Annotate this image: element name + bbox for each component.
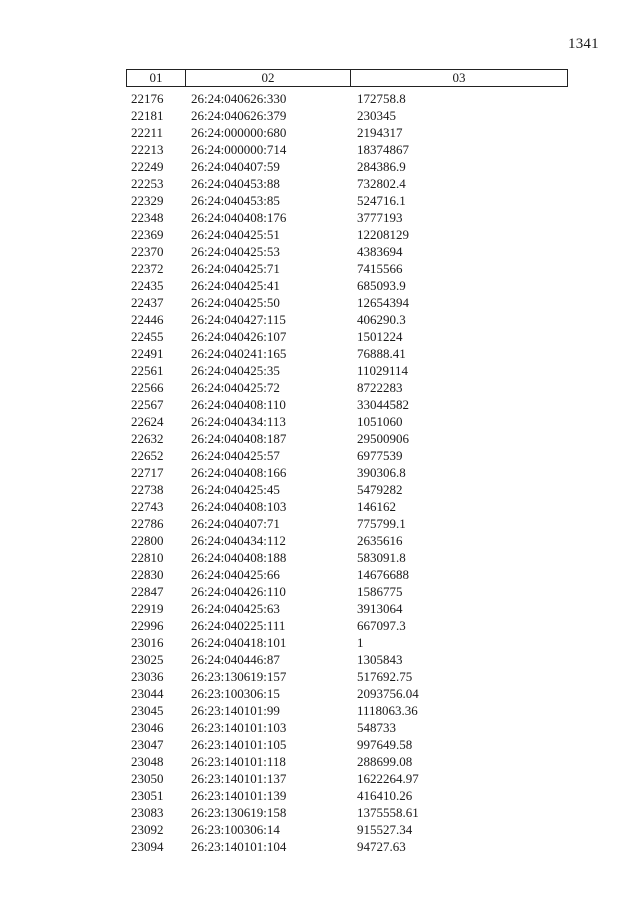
cell-id: 22800 — [131, 533, 164, 548]
cell-value: 1375558.61 — [357, 805, 419, 820]
cell-cadastral-number: 26:23:140101:137 — [191, 771, 287, 786]
cell-value: 1622264.97 — [357, 771, 419, 786]
cell-id: 22249 — [131, 159, 164, 174]
cell-value: 1586775 — [357, 584, 403, 599]
cell-cadastral-number: 26:24:040425:57 — [191, 448, 280, 463]
cell-cadastral-number: 26:24:040408:187 — [191, 431, 287, 446]
cell-value: 12654394 — [357, 295, 409, 310]
table-row — [0, 124, 640, 141]
cell-id: 22329 — [131, 193, 164, 208]
cell-cadastral-number: 26:24:040408:110 — [191, 397, 286, 412]
table-row — [0, 328, 640, 345]
cell-value: 29500906 — [357, 431, 409, 446]
cell-id: 23094 — [131, 839, 164, 854]
cell-cadastral-number: 26:24:040626:379 — [191, 108, 287, 123]
cell-cadastral-number: 26:24:040427:115 — [191, 312, 286, 327]
cell-value: 915527.34 — [357, 822, 413, 837]
cell-value: 6977539 — [357, 448, 403, 463]
cell-value: 76888.41 — [357, 346, 406, 361]
page-number: 1341 — [568, 36, 599, 52]
table-row — [0, 107, 640, 124]
cell-id: 22435 — [131, 278, 164, 293]
table-row — [0, 651, 640, 668]
cell-cadastral-number: 26:23:140101:105 — [191, 737, 287, 752]
cell-cadastral-number: 26:24:040626:330 — [191, 91, 287, 106]
table-row — [0, 685, 640, 702]
cell-id: 22213 — [131, 142, 164, 157]
cell-value: 685093.9 — [357, 278, 406, 293]
table-row — [0, 481, 640, 498]
cell-id: 22566 — [131, 380, 164, 395]
table-row — [0, 243, 640, 260]
cell-value: 1501224 — [357, 329, 403, 344]
cell-cadastral-number: 26:24:040425:45 — [191, 482, 280, 497]
cell-cadastral-number: 26:24:040446:87 — [191, 652, 280, 667]
table-row — [0, 515, 640, 532]
cell-cadastral-number: 26:24:000000:714 — [191, 142, 287, 157]
cell-cadastral-number: 26:24:040418:101 — [191, 635, 287, 650]
cell-value: 2093756.04 — [357, 686, 419, 701]
cell-cadastral-number: 26:23:140101:103 — [191, 720, 287, 735]
cell-id: 22211 — [131, 125, 164, 140]
cell-cadastral-number: 26:24:040408:166 — [191, 465, 287, 480]
table-row — [0, 668, 640, 685]
table-row — [0, 141, 640, 158]
cell-id: 22348 — [131, 210, 164, 225]
cell-value: 94727.63 — [357, 839, 406, 854]
table-row — [0, 277, 640, 294]
table-header — [126, 69, 568, 87]
cell-id: 23092 — [131, 822, 164, 837]
cell-cadastral-number: 26:24:040453:85 — [191, 193, 280, 208]
cell-value: 2194317 — [357, 125, 403, 140]
cell-cadastral-number: 26:24:040425:53 — [191, 244, 280, 259]
cell-cadastral-number: 26:23:140101:118 — [191, 754, 286, 769]
cell-value: 3777193 — [357, 210, 403, 225]
cell-cadastral-number: 26:24:040408:103 — [191, 499, 287, 514]
table-row — [0, 192, 640, 209]
cell-id: 22996 — [131, 618, 164, 633]
column-header-01: 01 — [127, 70, 186, 86]
cell-value: 1051060 — [357, 414, 403, 429]
cell-id: 22786 — [131, 516, 164, 531]
cell-cadastral-number: 26:24:040425:63 — [191, 601, 280, 616]
column-header-02: 02 — [186, 70, 351, 86]
cell-value: 416410.26 — [357, 788, 413, 803]
cell-id: 22455 — [131, 329, 164, 344]
cell-cadastral-number: 26:24:040426:107 — [191, 329, 287, 344]
cell-value: 288699.08 — [357, 754, 413, 769]
cell-cadastral-number: 26:24:040425:51 — [191, 227, 280, 242]
cell-cadastral-number: 26:24:040425:50 — [191, 295, 280, 310]
cell-id: 23045 — [131, 703, 164, 718]
cell-cadastral-number: 26:23:140101:104 — [191, 839, 287, 854]
cell-id: 22847 — [131, 584, 164, 599]
cell-cadastral-number: 26:23:130619:157 — [191, 669, 287, 684]
cell-id: 23036 — [131, 669, 164, 684]
cell-value: 5479282 — [357, 482, 403, 497]
cell-value: 2635616 — [357, 533, 403, 548]
cell-cadastral-number: 26:23:140101:99 — [191, 703, 280, 718]
table-row — [0, 464, 640, 481]
cell-value: 548733 — [357, 720, 396, 735]
table-row — [0, 158, 640, 175]
cell-id: 22176 — [131, 91, 164, 106]
cell-id: 23046 — [131, 720, 164, 735]
table-row — [0, 294, 640, 311]
cell-cadastral-number: 26:24:040241:165 — [191, 346, 287, 361]
cell-value: 4383694 — [357, 244, 403, 259]
cell-id: 22181 — [131, 108, 164, 123]
cell-id: 22567 — [131, 397, 164, 412]
cell-value: 732802.4 — [357, 176, 406, 191]
cell-cadastral-number: 26:24:040453:88 — [191, 176, 280, 191]
cell-id: 22369 — [131, 227, 164, 242]
table-row — [0, 260, 640, 277]
cell-id: 22738 — [131, 482, 164, 497]
table-row — [0, 634, 640, 651]
table-row — [0, 175, 640, 192]
cell-value: 12208129 — [357, 227, 409, 242]
cell-value: 406290.3 — [357, 312, 406, 327]
cell-id: 22491 — [131, 346, 164, 361]
table-row — [0, 583, 640, 600]
cell-value: 172758.8 — [357, 91, 406, 106]
cell-value: 230345 — [357, 108, 396, 123]
cell-id: 23016 — [131, 635, 164, 650]
cell-cadastral-number: 26:24:040425:41 — [191, 278, 280, 293]
table-row — [0, 702, 640, 719]
table-row — [0, 821, 640, 838]
table-row — [0, 413, 640, 430]
cell-id: 22810 — [131, 550, 164, 565]
cell-id: 22624 — [131, 414, 164, 429]
table-row — [0, 566, 640, 583]
table-row — [0, 753, 640, 770]
cell-cadastral-number: 26:24:040434:113 — [191, 414, 286, 429]
table-row — [0, 226, 640, 243]
cell-value: 3913064 — [357, 601, 403, 616]
cell-id: 23047 — [131, 737, 164, 752]
cell-cadastral-number: 26:24:040425:66 — [191, 567, 280, 582]
cell-cadastral-number: 26:24:040425:72 — [191, 380, 280, 395]
cell-value: 583091.8 — [357, 550, 406, 565]
cell-value: 1118063.36 — [357, 703, 418, 718]
cell-value: 33044582 — [357, 397, 409, 412]
cell-id: 22632 — [131, 431, 164, 446]
cell-id: 22253 — [131, 176, 164, 191]
cell-id: 23044 — [131, 686, 164, 701]
cell-value: 1 — [357, 635, 364, 650]
table-row — [0, 447, 640, 464]
cell-value: 517692.75 — [357, 669, 413, 684]
cell-id: 23048 — [131, 754, 164, 769]
cell-value: 524716.1 — [357, 193, 406, 208]
cell-value: 8722283 — [357, 380, 403, 395]
table-row — [0, 787, 640, 804]
table-row — [0, 362, 640, 379]
cell-id: 22830 — [131, 567, 164, 582]
cell-id: 22743 — [131, 499, 164, 514]
cell-cadastral-number: 26:24:040407:59 — [191, 159, 280, 174]
cell-value: 14676688 — [357, 567, 409, 582]
cell-id: 23025 — [131, 652, 164, 667]
cell-value: 11029114 — [357, 363, 409, 378]
cell-cadastral-number: 26:23:140101:139 — [191, 788, 287, 803]
cell-value: 775799.1 — [357, 516, 406, 531]
table-row — [0, 345, 640, 362]
cell-cadastral-number: 26:23:100306:14 — [191, 822, 280, 837]
cell-value: 390306.8 — [357, 465, 406, 480]
table-row — [0, 532, 640, 549]
table-row — [0, 396, 640, 413]
table-row — [0, 736, 640, 753]
cell-cadastral-number: 26:24:040407:71 — [191, 516, 280, 531]
cell-value: 997649.58 — [357, 737, 413, 752]
cell-cadastral-number: 26:24:000000:680 — [191, 125, 287, 140]
cell-cadastral-number: 26:23:100306:15 — [191, 686, 280, 701]
cell-value: 284386.9 — [357, 159, 406, 174]
cell-id: 22652 — [131, 448, 164, 463]
cell-id: 23050 — [131, 771, 164, 786]
cell-cadastral-number: 26:24:040408:188 — [191, 550, 287, 565]
cell-cadastral-number: 26:24:040225:111 — [191, 618, 286, 633]
cell-value: 7415566 — [357, 261, 403, 276]
table-row — [0, 430, 640, 447]
cell-cadastral-number: 26:24:040425:71 — [191, 261, 280, 276]
column-header-03: 03 — [452, 70, 466, 85]
table-row — [0, 770, 640, 787]
table-row — [0, 617, 640, 634]
cell-id: 22370 — [131, 244, 164, 259]
cell-id: 22717 — [131, 465, 164, 480]
cell-cadastral-number: 26:24:040434:112 — [191, 533, 286, 548]
table-row — [0, 600, 640, 617]
table-row — [0, 719, 640, 736]
cell-value: 18374867 — [357, 142, 409, 157]
cell-id: 23083 — [131, 805, 164, 820]
table-row — [0, 209, 640, 226]
cell-value: 667097.3 — [357, 618, 406, 633]
cell-cadastral-number: 26:24:040426:110 — [191, 584, 286, 599]
table-row — [0, 90, 640, 107]
table-body — [0, 90, 640, 855]
cell-id: 22919 — [131, 601, 164, 616]
cell-id: 22372 — [131, 261, 164, 276]
table-row — [0, 549, 640, 566]
cell-cadastral-number: 26:23:130619:158 — [191, 805, 287, 820]
cell-id: 22446 — [131, 312, 164, 327]
cell-value: 1305843 — [357, 652, 403, 667]
cell-cadastral-number: 26:24:040408:176 — [191, 210, 287, 225]
table-row — [0, 498, 640, 515]
table-row — [0, 379, 640, 396]
cell-id: 22437 — [131, 295, 164, 310]
table-row — [0, 311, 640, 328]
cell-id: 23051 — [131, 788, 164, 803]
cell-value: 146162 — [357, 499, 396, 514]
table-row — [0, 804, 640, 821]
cell-id: 22561 — [131, 363, 164, 378]
cell-cadastral-number: 26:24:040425:35 — [191, 363, 280, 378]
table-row — [0, 838, 640, 855]
